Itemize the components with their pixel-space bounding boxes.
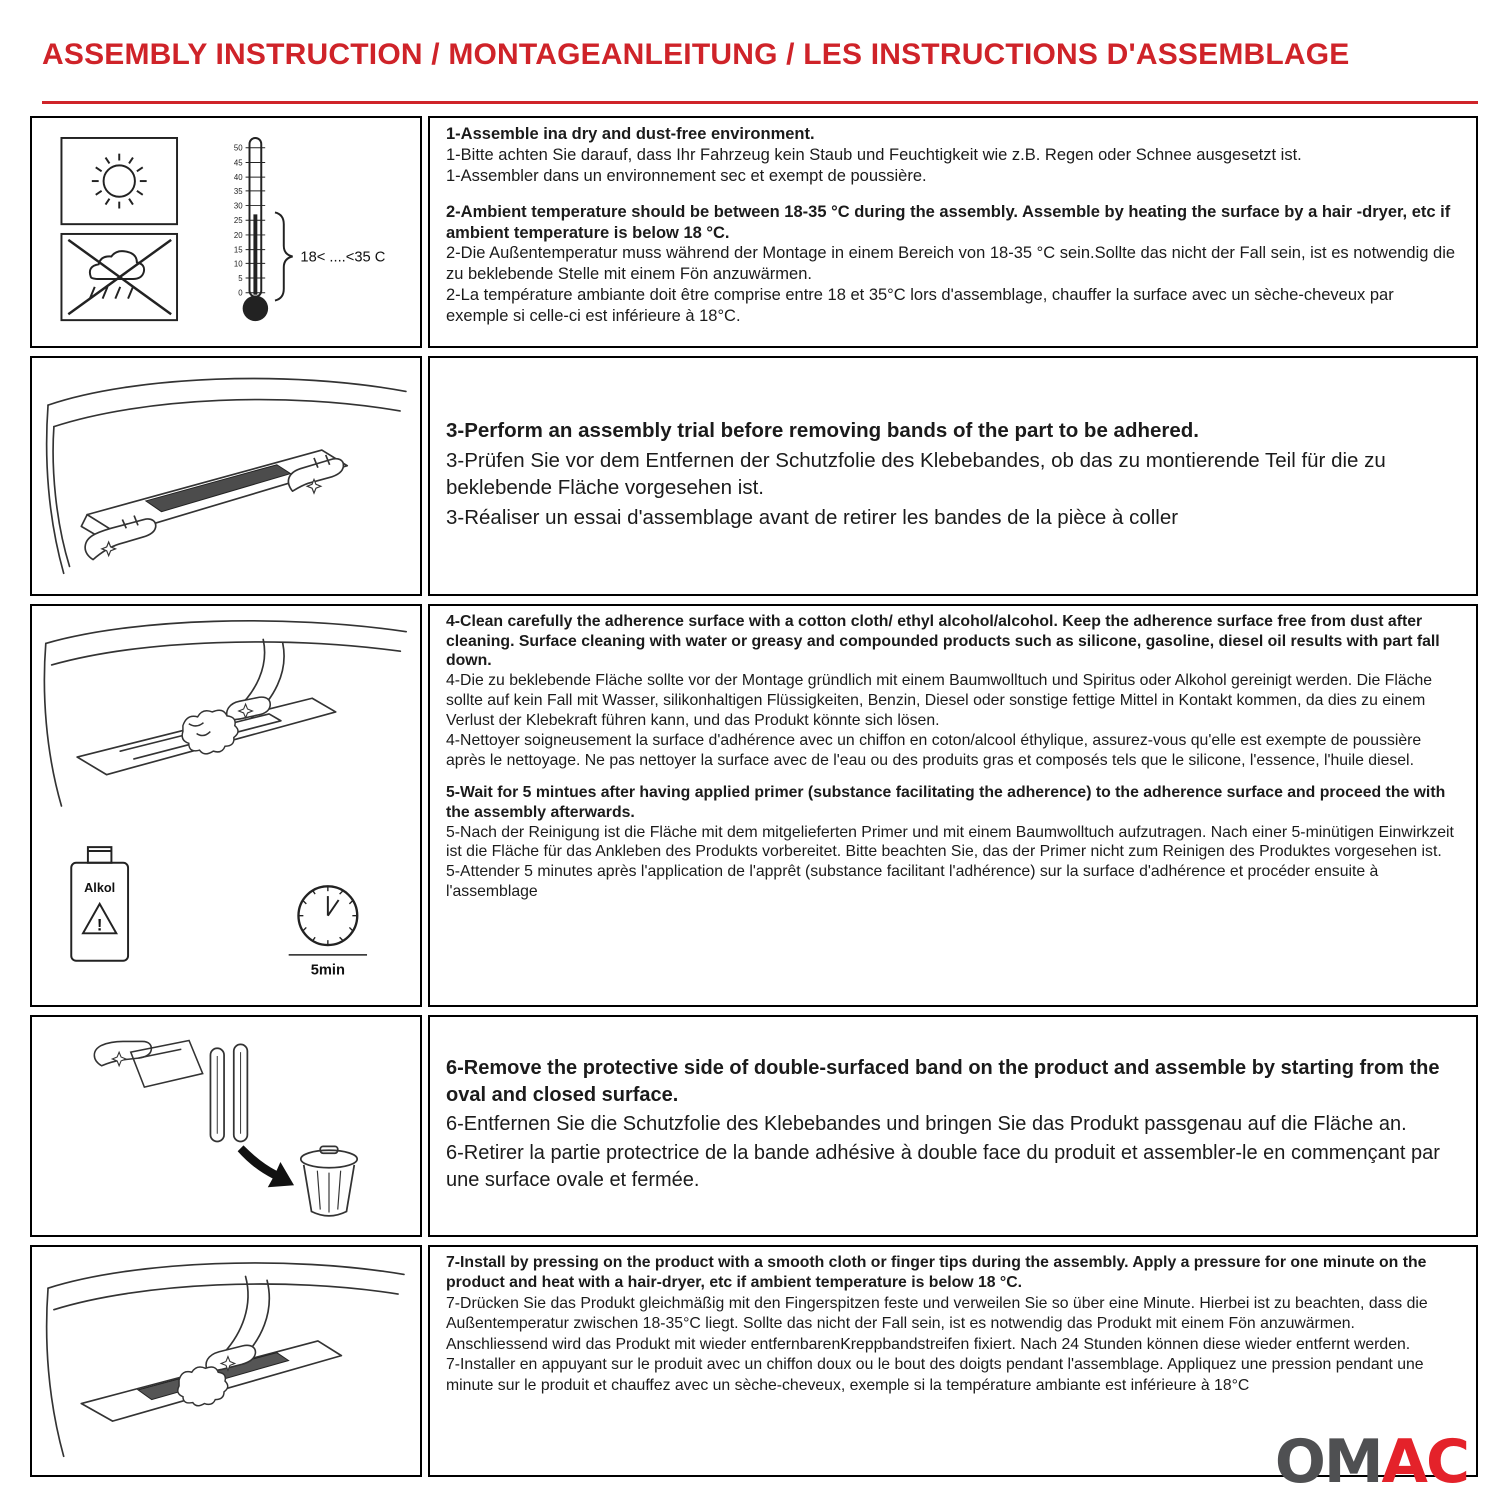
svg-text:35: 35 — [233, 186, 243, 196]
environment-temperature-illustration — [36, 128, 416, 336]
svg-text:0: 0 — [238, 288, 243, 298]
hand-icon — [94, 1041, 151, 1065]
illustration-press-install — [30, 1245, 422, 1477]
svg-text:50: 50 — [233, 143, 243, 153]
instruction-text-step-6 — [428, 1015, 1478, 1237]
step-7-fr: 7-Installer en appuyant sur le produit avec un chiffon doux ou le bout des doigts pendant l'assemblage. Appliquez une pression pendant une minute sur le produit et chauffez avec un sèche-cheveux, exemple si la température ambiante est inférieure à 18°C — [446, 1356, 1424, 1394]
remove-band-illustration — [36, 1023, 416, 1229]
instruction-text-step-3 — [428, 356, 1478, 596]
omac-logo — [1274, 1427, 1468, 1497]
instruction-text-steps-1-2 — [428, 116, 1478, 348]
adhesive-strips-icon — [210, 1044, 247, 1141]
cleaning-cloth-icon — [182, 710, 238, 754]
arrow-icon — [238, 1145, 294, 1187]
spacer — [446, 187, 1460, 202]
illustration-remove-band — [30, 1015, 422, 1237]
step-4-fr: 4-Nettoyer soigneusement la surface d'adhérence avec un chiffon en coton/alcool éthylique, assurez-vous qu'elle est exempte de poussière après le nettoyage. Ne pas nettoyer la surface avec de l'eau ou des produits gras et composés tels que le silicone, l'essence, l'huile diesel. — [446, 732, 1422, 769]
step-4-de: 4-Die zu beklebende Fläche sollte vor der Montage gründlich mit einem Baumwolltuch und Spiritus oder Alkohol gereinigt werden. Die Fläche sollte auf kein Fall mit Wasser, silikonhaltigen Flüssigkeiten, Benzin, Diesel oder sonstige fettige Mittel in Kontakt kommen, da dies zu einem Verlust der Klebekraft führen kann, und das Produkt könnte sich lösen. — [446, 672, 1433, 730]
cloth-icon — [178, 1367, 228, 1406]
step-5-fr: 5-Attender 5 minutes après l'application de l'apprêt (substance facilitant l'adhérence) sur la surface d'adhérence et procéder ensuite à l'assemblage — [446, 863, 1379, 901]
omac-logo-red: AC — [1381, 1427, 1468, 1497]
assembly-trial-illustration — [36, 366, 416, 586]
thermometer-scale — [234, 143, 243, 297]
step-7-de: 7-Drücken Sie das Produkt gleichmäßig mit den Fingerspitzen feste und verweilen Sie so über eine Minute. Hierbei ist zu beachten, dass die Außentemperatur zwischen 18-35°C liegt. Sollte das nicht der Fall sein, ist es notwendig das Produkt mit einem Fön anzuwärmen. Anschliessend wird das Produkt mit wieder entfernbarenKreppbandstreifen fixiert. Nach 24 Stunden können diese wieder entfernt werden. — [446, 1294, 1428, 1353]
instruction-row-cleaning — [30, 604, 1478, 1007]
step-4-en: 4-Clean carefully the adherence surface with a cotton cloth/ ethyl alcohol/alcohol. Keep the adherence surface free from dust after cleaning. Surface cleaning with water or greasy and compounded products such as silicone, gasoline, diesel oil results with part fall down. — [446, 612, 1440, 670]
footer — [1274, 1427, 1468, 1497]
step-3-en: 3-Perform an assembly trial before removing bands of the part to be adhered. — [446, 419, 1199, 443]
temperature-range-label: 18< ....<35 C — [300, 249, 386, 266]
instruction-row-press-install — [30, 1245, 1478, 1477]
step-7-en: 7-Install by pressing on the product with a smooth cloth or finger tips during the assembly. Apply a pressure for one minute on the product and heat with a hair-dryer, etc if ambient temperature is below 18 °C. — [446, 1253, 1427, 1292]
instruction-row-environment — [30, 116, 1478, 348]
cleaning-primer-illustration — [36, 609, 416, 1001]
page-title: ASSEMBLY INSTRUCTION / MONTAGEANLEITUNG / LES INSTRUCTIONS D'ASSEMBLAGE — [42, 38, 1350, 72]
step-6-en: 6-Remove the protective side of double-surfaced band on the product and assemble by starting from the oval and closed surface. — [446, 1057, 1440, 1106]
svg-text:20: 20 — [233, 230, 243, 240]
warning-exclamation: ! — [96, 915, 103, 935]
step-3-fr: 3-Réaliser un essai d'assemblage avant de retirer les bandes de la pièce à coller — [446, 506, 1179, 530]
step-2-fr: 2-La température ambiante doit être comprise entre 18 et 35°C lors d'assemblage, chauffer la surface avec un sèche-cheveux par exemple si celle-ci est inférieure à 18°C. — [446, 286, 1394, 326]
no-rain-icon — [68, 240, 171, 314]
hand-icon — [227, 697, 270, 720]
bottle-label: Alkol — [84, 880, 116, 896]
svg-text:30: 30 — [233, 201, 243, 211]
step-6-fr: 6-Retirer la partie protectrice de la bande adhésive à double face du produit et assembler-le en commençant par une surface ovale et fermée. — [446, 1142, 1440, 1191]
step-3-de: 3-Prüfen Sie vor dem Entfernen der Schutzfolie des Klebebandes, ob das zu montierende Teil für die zu beklebende Fläche vorgesehen ist. — [446, 449, 1386, 500]
illustration-environment — [30, 116, 422, 348]
svg-text:25: 25 — [233, 215, 243, 225]
range-brace — [275, 212, 293, 300]
svg-text:10: 10 — [233, 258, 243, 268]
instruction-text-steps-4-5 — [428, 604, 1478, 1007]
clock-duration-label: 5min — [310, 962, 345, 979]
clock-icon — [298, 886, 357, 945]
sun-icon — [92, 153, 147, 208]
step-6-de: 6-Entfernen Sie die Schutzfolie des Klebebandes und bringen Sie das Produkt passgenau auf die Fläche an. — [446, 1112, 1407, 1135]
trash-can-icon — [301, 1146, 357, 1215]
step-1-de: 1-Bitte achten Sie darauf, dass Ihr Fahrzeug kein Staub und Feuchtigkeit wie z.B. Regen oder Schnee ausgesetzt ist. — [446, 145, 1302, 164]
instruction-row-remove-band — [30, 1015, 1478, 1237]
step-5-de: 5-Nach der Reinigung ist die Fläche mit dem mitgelieferten Primer und mit einem Baumwolltuch aufzutragen. Nach einer 5-minütigen Einwirkzeit ist die Fläche für das Ankleben des Produkts vorbereitet. Bitte beachten Sie, das der Primer nicht zum Reinigen des Produktes vorgesehen ist. — [446, 823, 1454, 861]
illustration-cleaning-primer — [30, 604, 422, 1007]
illustration-assembly-trial — [30, 356, 422, 596]
step-5-en: 5-Wait for 5 mintues after having applied primer (substance facilitating the adherence) to the adherence surface and proceed the with the assembly afterwards. — [446, 783, 1446, 821]
svg-text:45: 45 — [233, 158, 243, 168]
step-1-fr: 1-Assembler dans un environnement sec et exempt de poussière. — [446, 166, 927, 185]
title-divider — [42, 101, 1478, 104]
svg-text:15: 15 — [233, 245, 243, 255]
thermometer-icon — [234, 138, 268, 321]
svg-text:40: 40 — [233, 172, 243, 182]
left-hand-icon — [85, 515, 156, 559]
instruction-row-trial — [30, 356, 1478, 596]
step-2-de: 2-Die Außentemperatur muss während der Montage in einem Bereich von 18-35 °C sein.Sollte das nicht der Fall sein, ist es notwendig die zu beklebende Stelle mit einem Fön anzuwärmen. — [446, 244, 1456, 284]
omac-logo-gray: OM — [1274, 1427, 1382, 1497]
step-2-en: 2-Ambient temperature should be between 18-35 °C during the assembly. Assemble by heating the surface by a hair -dryer, etc if ambient temperature is below 18 °C. — [446, 202, 1451, 242]
step-1-en: 1-Assemble ina dry and dust-free environment. — [446, 124, 815, 143]
spacer — [446, 771, 1460, 783]
svg-text:5: 5 — [238, 273, 243, 283]
press-install-illustration — [36, 1251, 416, 1471]
